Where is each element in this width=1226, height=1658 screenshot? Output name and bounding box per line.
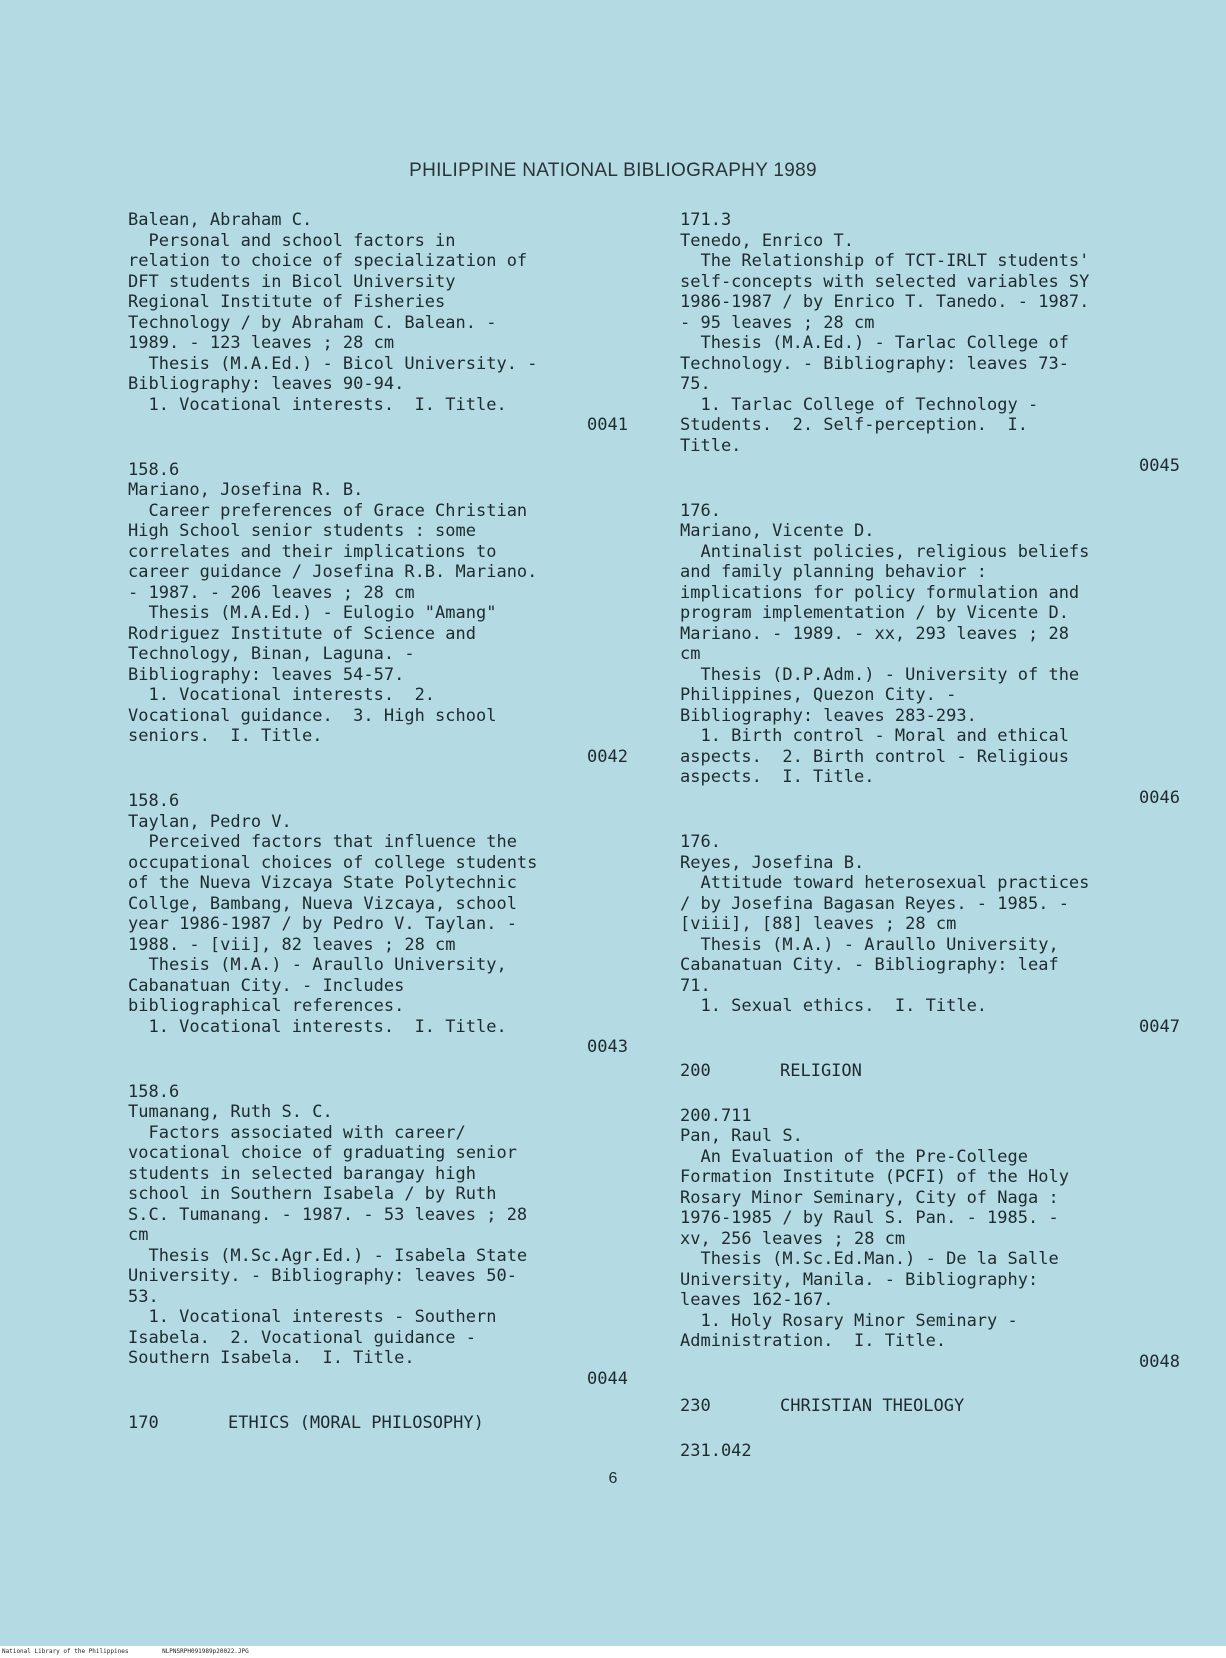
entry-line: 171.3 — [680, 210, 732, 230]
entry-line: 1. Sexual ethics. I. Title. — [680, 996, 988, 1016]
entry-line: University, Manila. - Bibliography: — [680, 1269, 1039, 1290]
left-column — [128, 210, 628, 1458]
section-name: ETHICS (MORAL PHILOSOPHY) — [228, 1413, 484, 1433]
entry-line: Rosary Minor Seminary, City of Naga : — [680, 1187, 1059, 1208]
section-heading — [128, 1413, 628, 1434]
entry-line: Philippines, Quezon City. - — [680, 685, 957, 705]
section-name: CHRISTIAN THEOLOGY — [780, 1396, 965, 1416]
entry-line: Thesis (M.Sc.Agr.Ed.) - Isabela State — [128, 1245, 528, 1266]
entry-line: Tumanang, Ruth S. C. — [128, 1102, 333, 1122]
entry-line: Technology, Binan, Laguna. - — [128, 644, 415, 664]
entry-line: Cabanatuan City. - Includes — [128, 975, 405, 996]
entry-line: seniors. I. Title. — [128, 726, 323, 746]
entry-line: Reyes, Josefina B. — [680, 852, 865, 873]
entry-line: students in selected barangay high — [128, 1163, 476, 1184]
entry-line: bibliographical references. — [128, 996, 405, 1016]
entry-number: 0047 — [1139, 1016, 1180, 1037]
entry-line: cm — [680, 644, 701, 664]
entry-line: Antinalist policies, religious beliefs — [680, 541, 1090, 562]
entry-line: Collge, Bambang, Nueva Vizcaya, school — [128, 893, 517, 914]
entry-line: 71. — [680, 975, 711, 996]
entry-line: relation to choice of specialization of — [128, 251, 528, 271]
entry-line: Taylan, Pedro V. — [128, 811, 292, 832]
entry-line: Pan, Raul S. — [680, 1126, 803, 1146]
entry-line: Thesis (M.A.Ed.) - Bicol University. - — [128, 353, 538, 374]
entry-number: 0042 — [587, 746, 628, 767]
entry-line: aspects. 2. Birth control - Religious — [680, 746, 1069, 767]
entry-line: Balean, Abraham C. — [128, 210, 313, 230]
entry-line: 1986-1987 / by Enrico T. Tanedo. - 1987. — [680, 292, 1090, 312]
section-heading — [680, 1061, 1180, 1082]
entry-line: The Relationship of TCT-IRLT students' — [680, 251, 1090, 271]
entry-line: Bibliography: leaves 54-57. — [128, 664, 405, 685]
entry-line: 1. Vocational interests. I. Title. — [128, 1016, 507, 1037]
entry-line: 176. — [680, 500, 721, 521]
entry-number: 0045 — [1139, 456, 1180, 476]
page-title: PHILIPPINE NATIONAL BIBLIOGRAPHY 1989 — [409, 160, 817, 181]
class-number: 231.042 — [680, 1440, 752, 1461]
entry-line: S.C. Tumanang. - 1987. - 53 leaves ; 28 — [128, 1204, 528, 1225]
entry-line: 1. Holy Rosary Minor Seminary - — [680, 1310, 1018, 1331]
entry-line: program implementation / by Vicente D. — [680, 603, 1069, 623]
bibliography-entry — [128, 1082, 628, 1390]
entry-line: Title. — [680, 435, 742, 456]
entry-line: occupational choices of college students — [128, 852, 538, 873]
entry-line: 176. — [680, 832, 721, 852]
entry-line: 1. Birth control - Moral and ethical — [680, 726, 1069, 746]
entry-line: self-concepts with selected variables SY — [680, 271, 1090, 292]
entry-line: Personal and school factors in — [128, 230, 456, 251]
entry-number: 0048 — [1139, 1351, 1180, 1372]
entry-line: and family planning behavior : — [680, 562, 988, 582]
entry-line: 1. Vocational interests. 2. — [128, 685, 436, 705]
entry-line: Thesis (M.A.Ed.) - Eulogio "Amang" — [128, 603, 497, 623]
entry-line: Southern Isabela. I. Title. — [128, 1348, 415, 1368]
bibliography-entry — [680, 210, 1180, 477]
bibliography-entry — [680, 501, 1180, 809]
entry-line: Perceived factors that influence the — [128, 832, 517, 852]
footer-library: National Library of the Philippines — [2, 1648, 129, 1655]
entry-number: 0044 — [587, 1368, 628, 1389]
entry-line: Tenedo, Enrico T. — [680, 230, 854, 251]
entry-line: 1. Tarlac College of Technology - — [680, 394, 1039, 415]
entry-line: Mariano. - 1989. - xx, 293 leaves ; 28 — [680, 623, 1069, 644]
entry-line: career guidance / Josefina R.B. Mariano. — [128, 562, 538, 582]
entry-number: 0046 — [1139, 787, 1180, 808]
bibliography-entry — [128, 210, 628, 436]
entry-line: Thesis (M.A.) - Araullo University, — [680, 934, 1059, 955]
entry-line: 200.711 — [680, 1105, 752, 1126]
entry-line: school in Southern Isabela / by Ruth — [128, 1184, 497, 1204]
entry-line: 158.6 — [128, 791, 180, 811]
entry-line: vocational choice of graduating senior — [128, 1143, 517, 1163]
entry-line: Regional Institute of Fisheries — [128, 292, 446, 312]
entry-line: / by Josefina Bagasan Reyes. - 1985. - — [680, 893, 1069, 914]
entry-line: Factors associated with career/ — [128, 1122, 466, 1143]
entry-line: Rodriguez Institute of Science and — [128, 623, 476, 644]
entry-number: 0041 — [587, 415, 628, 435]
entry-line: [viii], [88] leaves ; 28 cm — [680, 914, 957, 934]
entry-line: of the Nueva Vizcaya State Polytechnic — [128, 873, 517, 893]
entry-line: An Evaluation of the Pre-College — [680, 1146, 1028, 1167]
entry-line: 53. — [128, 1286, 159, 1307]
entry-line: Thesis (M.Sc.Ed.Man.) - De la Salle — [680, 1249, 1059, 1269]
entry-line: 158.6 — [128, 459, 180, 480]
entry-line: correlates and their implications to — [128, 541, 497, 562]
entry-line: Isabela. 2. Vocational guidance - — [128, 1327, 476, 1348]
entry-line: cm — [128, 1225, 149, 1245]
right-column — [680, 210, 1180, 1461]
entry-line: Career preferences of Grace Christian — [128, 500, 528, 521]
entry-line: Technology / by Abraham C. Balean. - — [128, 312, 497, 333]
entry-line: implications for policy formulation and — [680, 582, 1080, 603]
entry-line: Mariano, Josefina R. B. — [128, 480, 364, 500]
entry-line: 1976-1985 / by Raul S. Pan. - 1985. - — [680, 1208, 1059, 1228]
bibliography-entry — [680, 1106, 1180, 1373]
section-name: RELIGION — [780, 1061, 862, 1081]
entry-line: DFT students in Bicol University — [128, 271, 456, 292]
entry-line: 75. — [680, 374, 711, 394]
entry-line: 1. Vocational interests. I. Title. — [128, 394, 507, 415]
entry-line: Students. 2. Self-perception. I. — [680, 415, 1028, 435]
entry-line: - 1987. - 206 leaves ; 28 cm — [128, 582, 415, 603]
entry-line: 1989. - 123 leaves ; 28 cm — [128, 333, 395, 353]
entry-line: 1. Vocational interests - Southern — [128, 1307, 497, 1327]
entry-number: 0043 — [587, 1037, 628, 1057]
entry-line: Mariano, Vicente D. — [680, 521, 875, 541]
footer-filename: NLPNSRPH091989p20022.JPG — [162, 1648, 249, 1655]
section-number: 200 — [680, 1061, 711, 1081]
bibliography-entry — [128, 460, 628, 768]
entry-line: Cabanatuan City. - Bibliography: leaf — [680, 955, 1059, 975]
entry-line: Formation Institute (PCFI) of the Holy — [680, 1167, 1069, 1187]
entry-line: Vocational guidance. 3. High school — [128, 705, 497, 726]
page-number: 6 — [608, 1470, 618, 1487]
entry-line: Bibliography: leaves 90-94. — [128, 374, 405, 394]
entry-line: 1988. - [vii], 82 leaves ; 28 cm — [128, 934, 456, 955]
section-number: 230 — [680, 1396, 711, 1416]
entry-line: 158.6 — [128, 1081, 180, 1102]
entry-line: High School senior students : some — [128, 521, 476, 541]
entry-line: University. - Bibliography: leaves 50- — [128, 1266, 517, 1286]
section-number: 170 — [128, 1413, 159, 1433]
entry-line: leaves 162-167. — [680, 1290, 834, 1310]
entry-line: Thesis (D.P.Adm.) - University of the — [680, 664, 1080, 685]
section-heading — [680, 1396, 1180, 1417]
bibliography-entry — [680, 832, 1180, 1037]
entry-line: aspects. I. Title. — [680, 767, 875, 787]
entry-line: - 95 leaves ; 28 cm — [680, 312, 875, 333]
entry-line: Bibliography: leaves 283-293. — [680, 705, 977, 726]
entry-line: xv, 256 leaves ; 28 cm — [680, 1228, 906, 1249]
entry-line: Thesis (M.A.) - Araullo University, — [128, 955, 507, 975]
entry-line: year 1986-1987 / by Pedro V. Taylan. - — [128, 914, 517, 934]
entry-line: Thesis (M.A.Ed.) - Tarlac College of — [680, 333, 1069, 353]
entry-line: Attitude toward heterosexual practices — [680, 873, 1090, 893]
entry-line: Technology. - Bibliography: leaves 73- — [680, 353, 1069, 374]
scan-footer — [0, 1646, 1226, 1658]
bibliography-entry — [128, 791, 628, 1058]
entry-line: Administration. I. Title. — [680, 1331, 947, 1351]
